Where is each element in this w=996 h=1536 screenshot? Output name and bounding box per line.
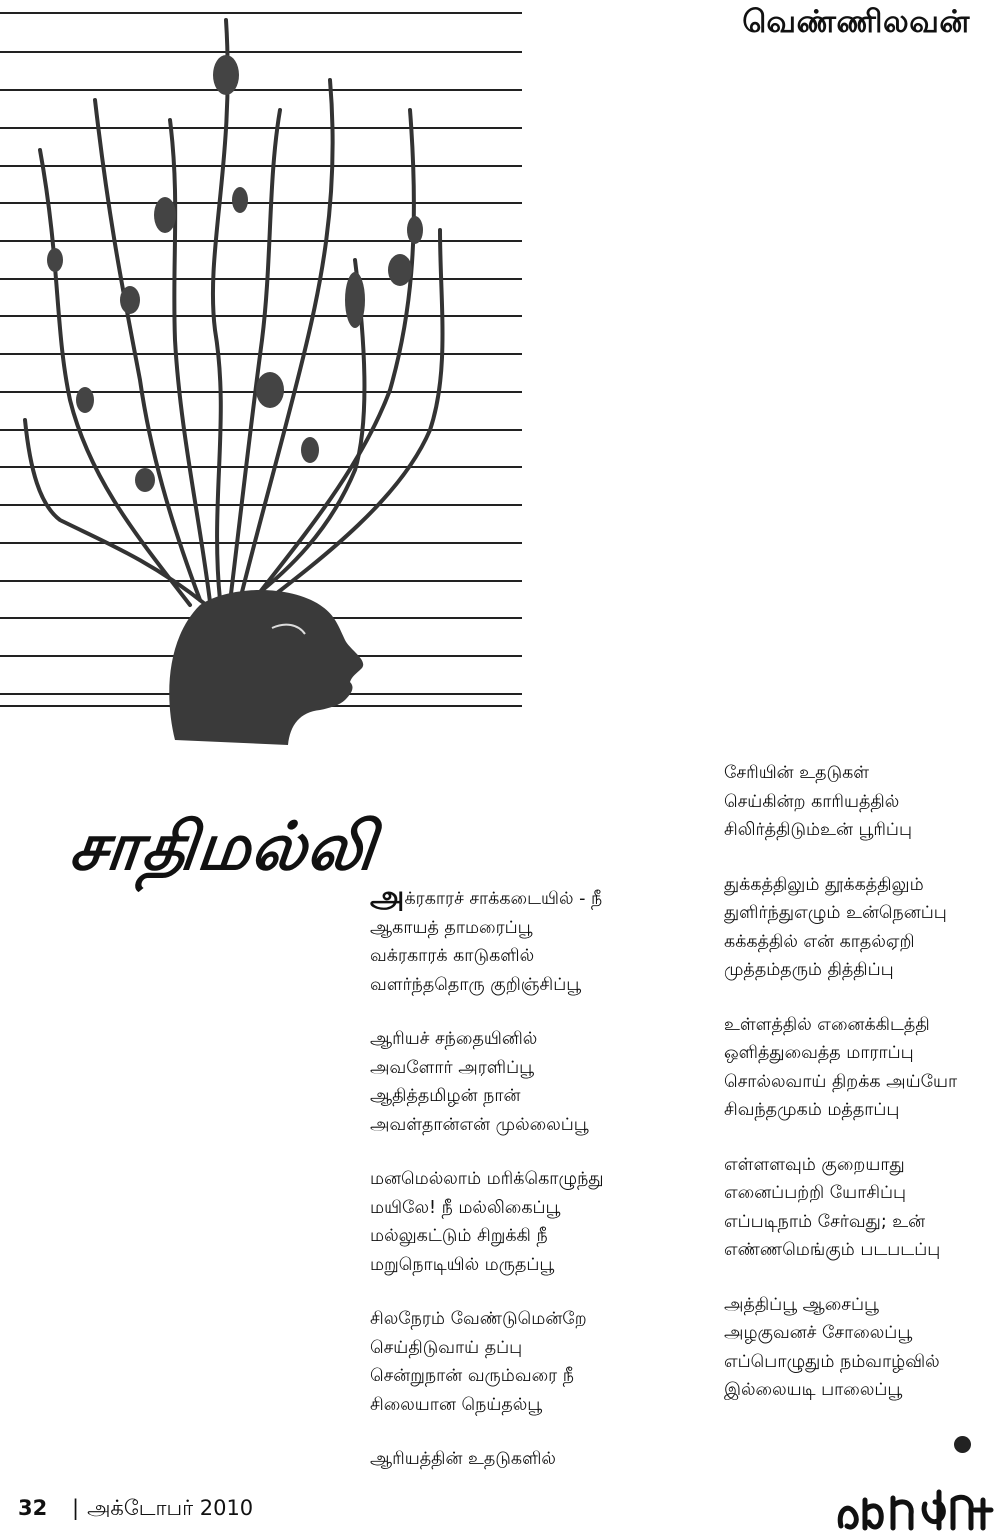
poem-line: எப்படிநாம் சேர்வது; உன்: [724, 1211, 926, 1232]
poem-line: சிலையான நெய்தல்பூ: [370, 1394, 543, 1415]
poem-line: எனைப்பற்றி யோசிப்பு: [724, 1183, 907, 1203]
poem-line: அவள்தான்என் முல்லைப்பூ: [370, 1114, 589, 1135]
poem-line: இல்லையடி பாலைப்பூ: [724, 1380, 903, 1400]
poem-line: சென்றுநான் வரும்வரை நீ: [370, 1366, 574, 1386]
poem-line: ஆதித்தமிழன் நான்: [370, 1086, 521, 1106]
poem-line: ஒளித்துவைத்த மாராப்பு: [724, 1043, 914, 1063]
poem-column-right: [724, 759, 957, 1431]
poem-line: அழகுவனச் சோலைப்பூ: [724, 1323, 913, 1343]
stanza-4: [370, 1305, 604, 1419]
poem-line: ஆகாயத் தாமரைப்பூ: [370, 917, 533, 938]
poem-line: எண்ணமெங்கும் படபடப்பு: [724, 1240, 941, 1260]
poem-line: ஆரியத்தின் உதடுகளில்: [370, 1449, 556, 1469]
poem-line: சிலநேரம் வேண்டுமென்றே: [370, 1309, 587, 1329]
poem-line: கக்கத்தில் என் காதல்ஏறி: [724, 931, 915, 952]
poem-line: மனமெல்லாம் மரிக்கொழுந்து: [370, 1169, 604, 1189]
drop-cap: அ: [370, 879, 405, 915]
poem-line: மறுநொடியில் மருதப்பூ: [370, 1254, 555, 1275]
poem-line: வளர்ந்ததொரு குறிஞ்சிப்பூ: [370, 974, 582, 995]
poem-line: மயிலே! நீ மல்லிகைப்பூ: [370, 1197, 561, 1218]
poem-line: சேரியின் உதடுகள்: [724, 763, 870, 783]
poem-line: துளிர்ந்துஎழும் உன்நெனப்பு: [724, 903, 947, 923]
footer-separator: |: [72, 1496, 80, 1520]
stanza-6: [724, 759, 957, 845]
issue-date-text: அக்டோபர் 2010: [87, 1496, 254, 1520]
poem-title: சாதிமல்லி: [66, 808, 380, 885]
poem-line: சொல்லவாய் திறக்க அய்யோ: [724, 1071, 958, 1092]
poem-line: அவளோர் அரளிப்பூ: [370, 1057, 534, 1078]
stanza-8: [724, 1011, 957, 1125]
issue-date: [72, 1496, 253, 1523]
author-name: வெண்ணிலவன்: [742, 4, 970, 40]
stanza-3: [370, 1165, 604, 1279]
poem-column-left: [370, 879, 604, 1500]
poem-line: வக்ரகாரக் காடுகளில்: [370, 946, 535, 966]
poem-line: மல்லுகட்டும் சிறுக்கி நீ: [370, 1226, 548, 1246]
stanza-1: [370, 879, 604, 999]
head-silhouette: [169, 590, 363, 745]
poem-line: செய்திடுவாய் தப்பு: [370, 1337, 523, 1358]
poem-line: ஆரியச் சந்தையினில்: [370, 1029, 538, 1049]
poem-line-first: [370, 879, 604, 915]
poem-illustration: [0, 0, 525, 745]
poem-line: எப்பொழுதும் நம்வாழ்வில்: [724, 1351, 940, 1372]
poem-line: உள்ளத்தில் எனைக்கிடத்தி: [724, 1014, 930, 1035]
poem-line: அத்திப்பூ ஆசைப்பூ: [724, 1294, 879, 1315]
poem-line: துக்கத்திலும் தூக்கத்திலும்: [724, 874, 924, 895]
stanza-7: [724, 871, 957, 985]
ink-drops: [47, 55, 423, 492]
end-bullet-icon: [954, 1436, 971, 1453]
page-number: 32: [18, 1496, 48, 1520]
poem-line: முத்தம்தரும் தித்திப்பு: [724, 960, 894, 980]
poem-line-text: க்ரகாரச் சாக்கடையில் - நீ: [404, 889, 603, 909]
stanza-9: [724, 1151, 957, 1265]
poem-line: எள்ளளவும் குறையாது: [724, 1154, 905, 1175]
poem-line: செய்கின்ற காரியத்தில்: [724, 791, 900, 812]
magazine-logo-icon: [835, 1480, 995, 1534]
poem-line: சிலிர்த்திடும்உன் பூரிப்பு: [724, 820, 912, 840]
poem-line: சிவந்தமுகம் மத்தாப்பு: [724, 1100, 900, 1120]
stanza-10: [724, 1291, 957, 1405]
stanza-5: [370, 1445, 604, 1474]
stanza-2: [370, 1025, 604, 1139]
